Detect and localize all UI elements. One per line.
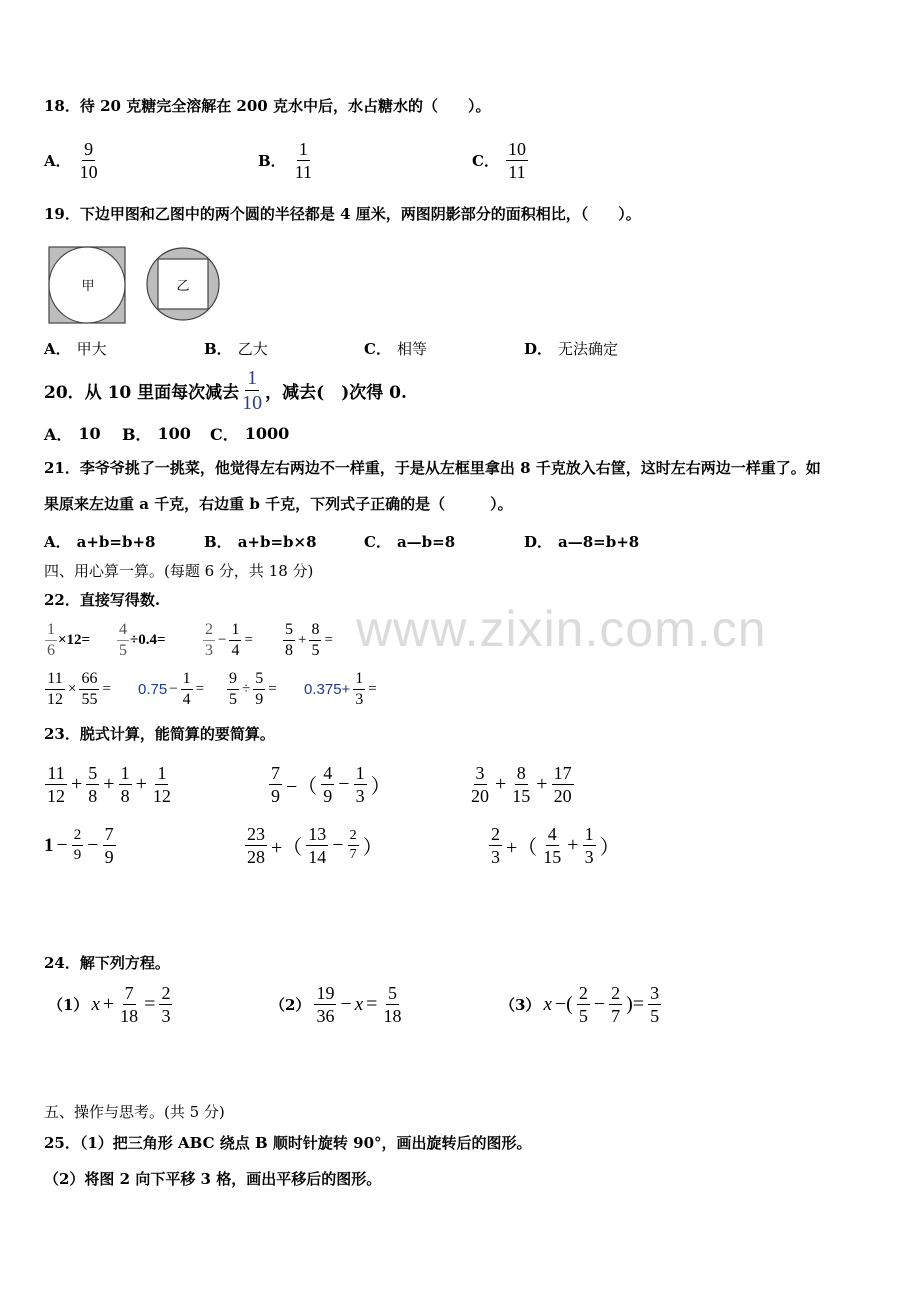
- q22-item-8: 0.375+ $\frac{1}{3}$ =: [304, 670, 377, 708]
- figure-jia: [48, 246, 128, 324]
- variable-x: x: [91, 993, 100, 1015]
- q22-item-4: $\frac{5}{8}$ + $\frac{8}{5}$ =: [285, 621, 333, 659]
- q23-expression-3: $\frac{3}{20}$ + $\frac{8}{15}$ + $\frac{17}{20}$: [471, 763, 572, 806]
- fraction-denominator: 10: [79, 162, 98, 182]
- q20-option-c[interactable]: [210, 422, 289, 445]
- q24-equation-2: （2） $\frac{19}{36}$ − x = $\frac{5}{18}$: [270, 983, 402, 1026]
- q22-div04: ÷0.4=: [130, 632, 166, 648]
- q22-item-1: $\frac{1}{6}$ ×12=: [47, 621, 91, 659]
- q18-option-a[interactable]: [44, 140, 101, 181]
- option-text: 甲大: [76, 340, 107, 358]
- figure-yi: [146, 246, 222, 322]
- decimal-0375: 0.375+: [304, 681, 351, 698]
- equals-sign: =: [368, 681, 377, 697]
- fraction-denominator: 11: [294, 162, 313, 182]
- option-label: D．: [524, 533, 553, 551]
- fraction-numerator: 10: [507, 139, 526, 159]
- equals-sign: =: [324, 632, 333, 648]
- option-text: a+b=b×8: [237, 532, 317, 551]
- section-4-heading: 四、用心算一算。(每题 6 分，共 18 分): [44, 562, 314, 580]
- q22-item-6: 0.75 − $\frac{1}{4}$ =: [138, 670, 205, 708]
- option-label: C．: [210, 425, 239, 444]
- option-text: 10: [78, 424, 101, 443]
- option-label: D．: [524, 340, 553, 358]
- q20-suffix: ，减去( )次得 0.: [265, 383, 407, 403]
- q20-text: [44, 368, 407, 413]
- q24-equation-1: （1） x + $\frac{7}{18}$ = $\frac{2}{3}$: [48, 983, 171, 1026]
- fraction-denominator: 11: [508, 162, 526, 182]
- option-text: 1000: [244, 424, 290, 443]
- q20-prefix: 20．从 10 里面每次减去: [44, 383, 240, 403]
- q25-text-line2: （2）将图 2 向下平移 3 格，画出平移后的图形。: [44, 1170, 382, 1188]
- q22-item-2: $\frac{4}{5}$ ÷0.4=: [119, 621, 166, 659]
- watermark-text: www.zixin.com.cn: [356, 601, 767, 657]
- equals-sign: =: [268, 681, 277, 697]
- option-text: a+b=b+8: [76, 532, 156, 551]
- q19-option-c[interactable]: [364, 338, 427, 359]
- option-label: B．: [122, 425, 152, 444]
- equals-sign: =: [102, 681, 111, 697]
- equation-number: （3）: [500, 996, 541, 1014]
- q22-item-5: $\frac{11}{12}$ × $\frac{66}{55}$ =: [47, 670, 111, 708]
- option-label: A．: [44, 340, 71, 358]
- option-label: B．: [258, 152, 286, 170]
- option-label: B．: [204, 340, 232, 358]
- figure-jia-label: 甲: [81, 279, 95, 294]
- q24-equation-3: （3） x −( $\frac{2}{5}$ − $\frac{2}{7}$ )= $\frac{3}{5}$: [500, 983, 660, 1026]
- q19-option-a[interactable]: [44, 338, 107, 359]
- q22-item-3: $\frac{2}{3}$ − $\frac{1}{4}$ =: [205, 621, 253, 659]
- q25-text-line1: 25．（1）把三角形 ABC 绕点 B 顺时针旋转 90°，画出旋转后的图形。: [44, 1134, 532, 1152]
- fraction-numerator: 9: [84, 139, 94, 159]
- q19-option-d[interactable]: [524, 338, 618, 359]
- q22-times12: ×12=: [58, 632, 91, 648]
- q18-option-c[interactable]: [472, 140, 529, 181]
- q21-option-c[interactable]: [364, 531, 455, 552]
- q19-text: 19．下边甲图和乙图中的两个圆的半径都是 4 厘米，两图阴影部分的面积相比，（ ）。: [44, 205, 641, 223]
- q21-option-a[interactable]: [44, 531, 155, 552]
- q22-item-7: $\frac{9}{5}$ ÷ $\frac{5}{9}$ =: [229, 670, 277, 708]
- variable-x: x: [354, 993, 364, 1015]
- q23-expression-1: $\frac{11}{12}$ + $\frac{5}{8}$ + $\frac{1}{8}$ + $\frac{1}{12}$: [47, 763, 171, 806]
- equation-number: （2）: [270, 996, 311, 1014]
- number-one: 1: [44, 834, 54, 856]
- option-label: A．: [44, 533, 71, 551]
- q24-title: 24．解下列方程。: [44, 954, 170, 972]
- equals-sign: =: [244, 632, 253, 648]
- option-label: C．: [472, 152, 499, 170]
- q20-option-a[interactable]: [44, 422, 101, 445]
- section-5-heading: 五、操作与思考。(共 5 分): [44, 1103, 225, 1121]
- q22-title: 22．直接写得数.: [44, 591, 161, 609]
- option-text: a—8=b+8: [558, 532, 640, 551]
- q18-text: 18．待 20 克糖完全溶解在 200 克水中后，水占糖水的（ ）。: [44, 97, 491, 115]
- q19-option-b[interactable]: [204, 338, 268, 359]
- option-text: 相等: [396, 340, 427, 358]
- option-label: A．: [44, 152, 71, 170]
- equation-number: （1）: [48, 996, 89, 1014]
- option-label: C．: [364, 533, 391, 551]
- q18-option-b[interactable]: [258, 140, 315, 181]
- variable-x: x: [543, 993, 552, 1015]
- q23-expression-2: $\frac{7}{9}$ −（ $\frac{4}{9}$ − $\frac{1}{3}$ ）: [271, 763, 391, 806]
- q21-text-line2: 果原来左边重 a 千克，右边重 b 千克，下列式子正确的是（ ）。: [44, 495, 513, 513]
- equals-sign: =: [195, 681, 205, 697]
- option-text: 100: [157, 424, 191, 443]
- option-label: A．: [44, 425, 73, 444]
- q21-text-line1: 21．李爷爷挑了一挑菜，他觉得左右两边不一样重，于是从左框里拿出 8 千克放入右筐，这时左右两边一样重了。如: [44, 459, 821, 477]
- option-label: C．: [364, 340, 391, 358]
- fraction-denominator: 10: [242, 392, 263, 414]
- q23-expression-4: 1 − $\frac{2}{9}$ − $\frac{7}{9}$: [44, 824, 114, 867]
- q23-title: 23．脱式计算，能简算的要简算。: [44, 725, 275, 743]
- q21-option-d[interactable]: [524, 531, 639, 552]
- option-text: 乙大: [237, 340, 268, 358]
- decimal-075: 0.75: [138, 681, 168, 698]
- figure-yi-label: 乙: [176, 279, 190, 294]
- option-text: 无法确定: [558, 340, 619, 358]
- q23-expression-5: $\frac{23}{28}$ +（ $\frac{13}{14}$ − $\frac{2}{7}$ ）: [247, 824, 383, 867]
- q23-expression-6: $\frac{2}{3}$ +（ $\frac{4}{15}$ + $\frac{1}{3}$ ）: [491, 824, 620, 867]
- q21-option-b[interactable]: [204, 531, 317, 552]
- fraction-numerator: 1: [247, 367, 258, 389]
- fraction-numerator: 1: [298, 139, 308, 159]
- option-label: B．: [204, 533, 232, 551]
- q20-option-b[interactable]: [122, 422, 191, 445]
- option-text: a—b=8: [396, 532, 456, 551]
